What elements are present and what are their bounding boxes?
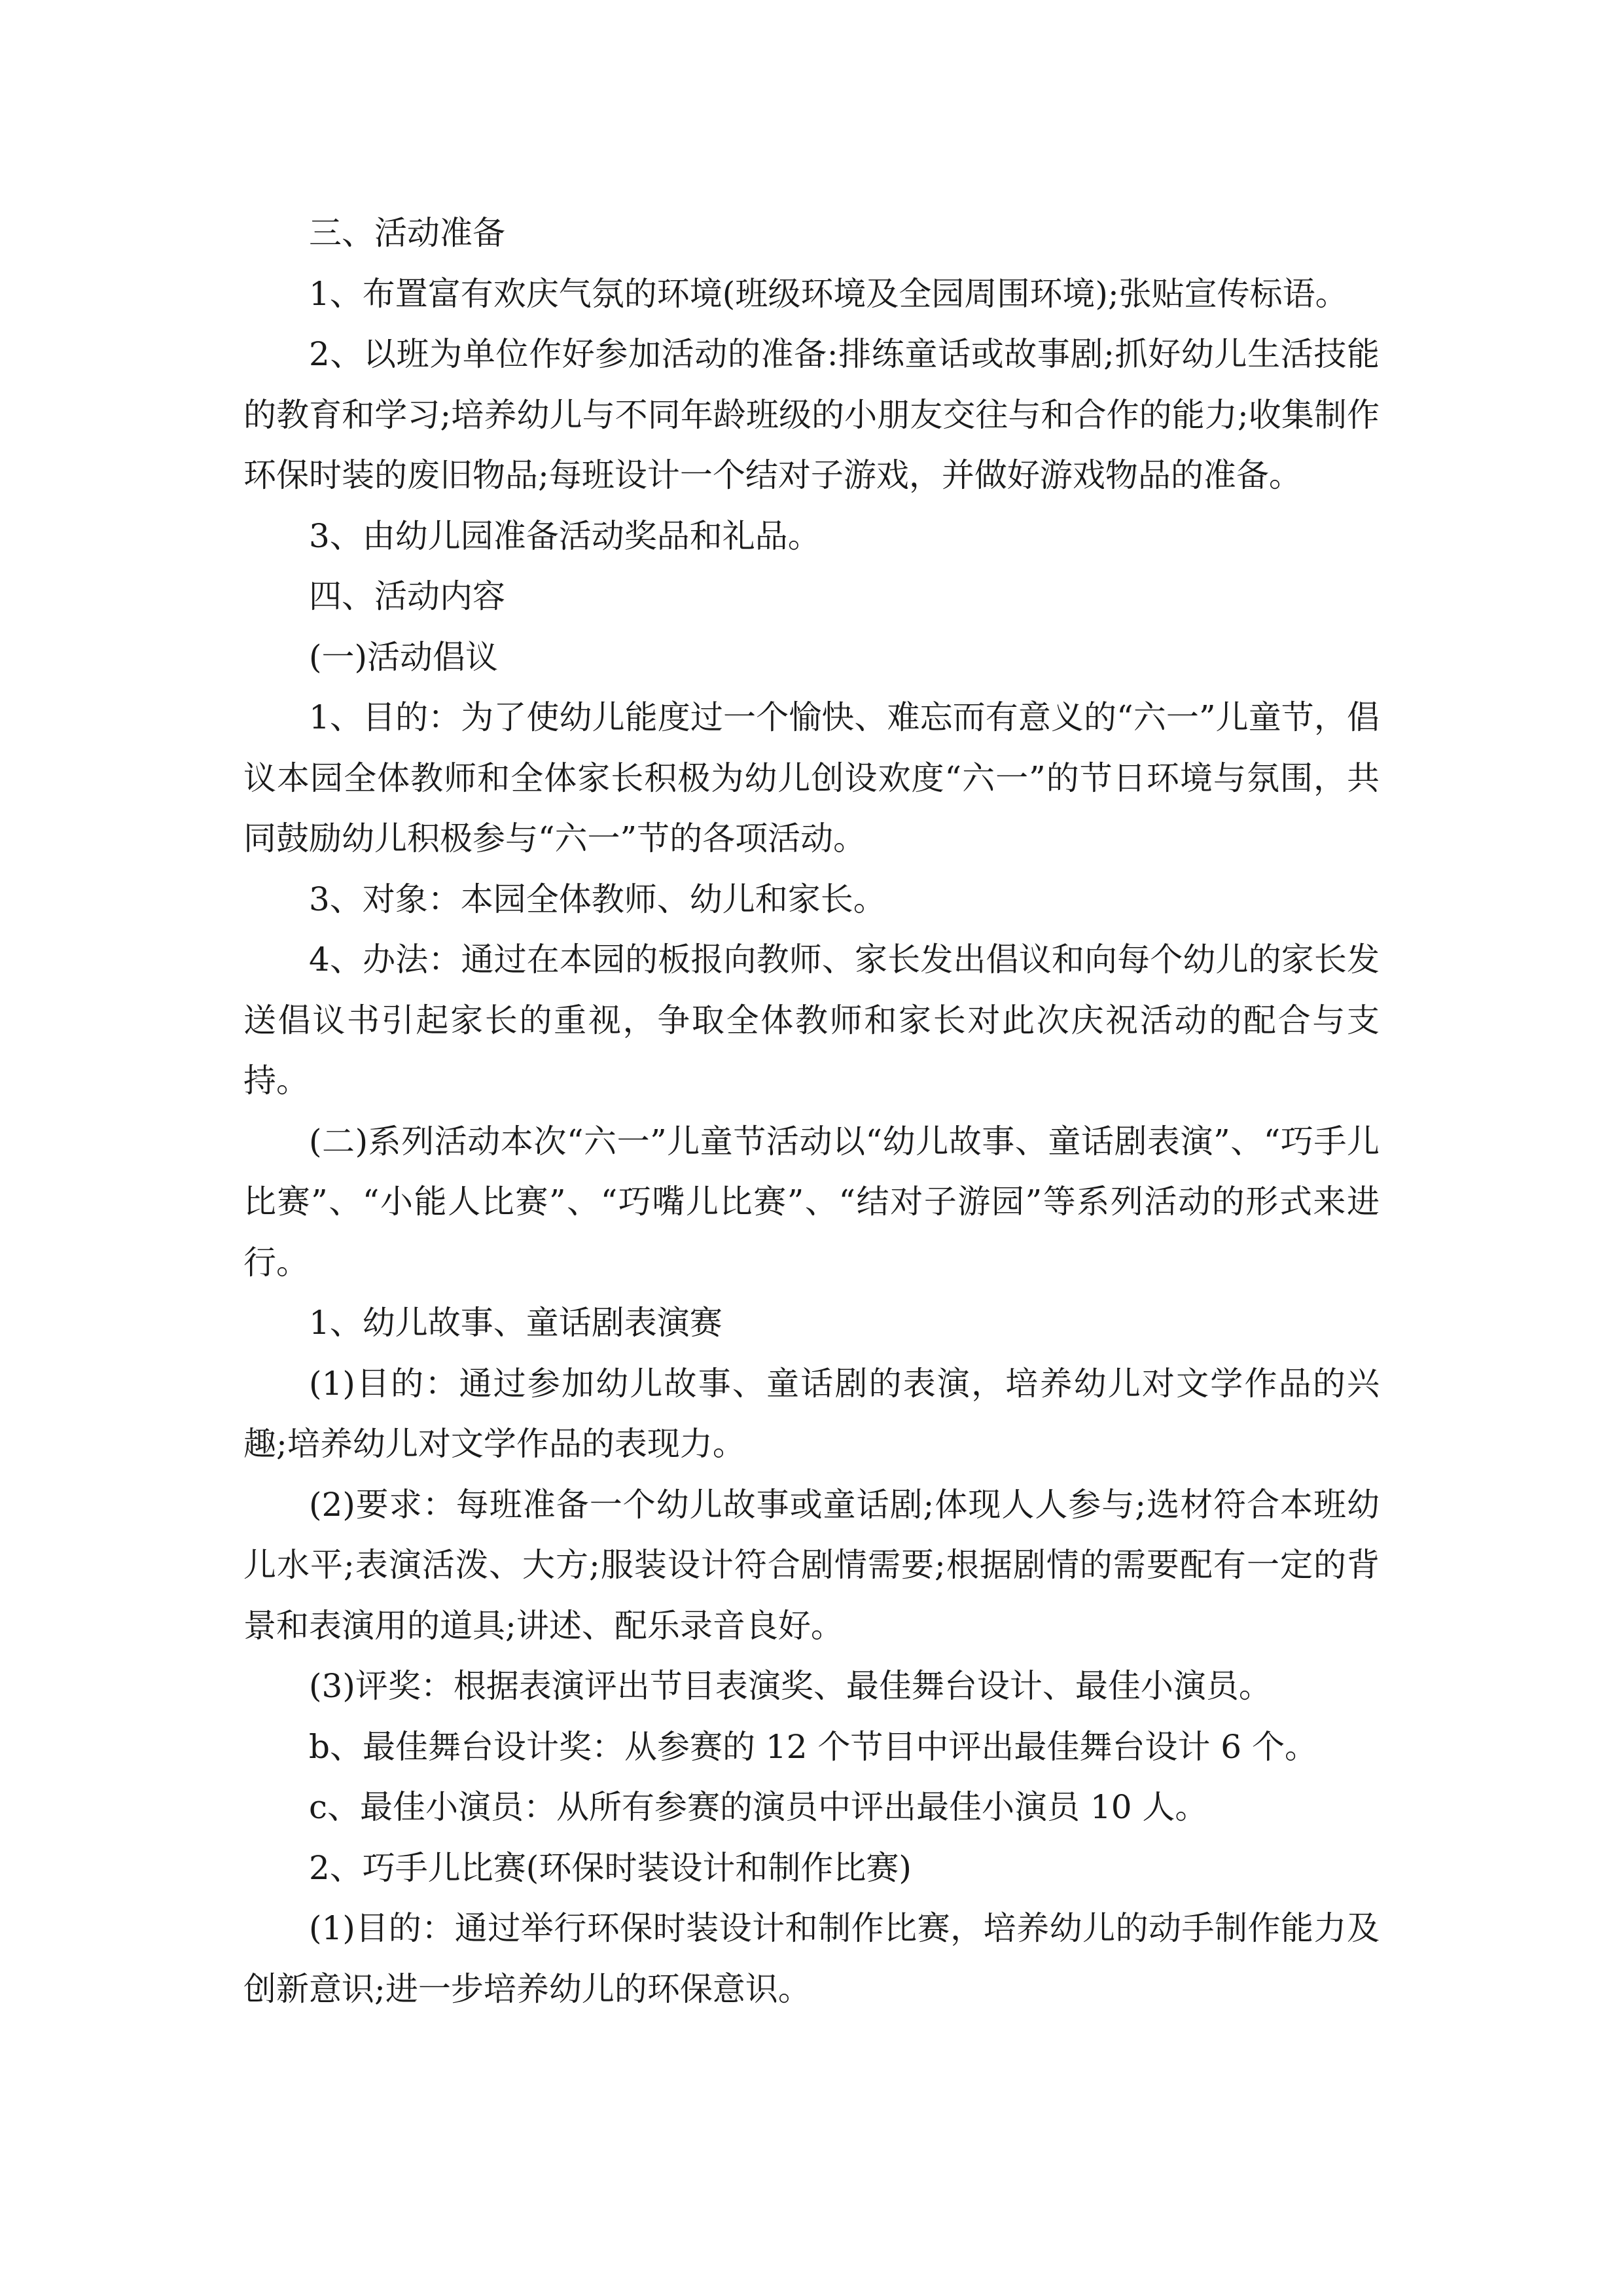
paragraph: c、最佳小演员：从所有参赛的演员中评出最佳小演员 10 人。 bbox=[309, 1788, 1208, 1826]
paragraph: (3)评奖：根据表演评出节目表演奖、最佳舞台设计、最佳小演员。 bbox=[309, 1667, 1272, 1705]
subsection-heading: 2、巧手儿比赛(环保时装设计和制作比赛) bbox=[309, 1848, 912, 1887]
subsection-heading: 1、幼儿故事、童话剧表演赛 bbox=[309, 1304, 722, 1342]
paragraph: 4、办法：通过在本园的板报向教师、家长发出倡议和向每个幼儿的家长发送倡议书引起家长的重视，争取全体教师和家长对此次庆祝活动的配合与支持。 bbox=[243, 941, 1380, 1100]
document-body bbox=[243, 203, 1380, 2019]
paragraph: (二)系列活动本次“六一”儿童节活动以“幼儿故事、童话剧表演”、“巧手儿比赛”、“小能人比赛”、“巧嘴儿比赛”、“结对子游园”等系列活动的形式来进行。 bbox=[243, 1122, 1380, 1282]
paragraph: 3、由幼儿园准备活动奖品和礼品。 bbox=[309, 516, 821, 555]
paragraph: 3、对象：本园全体教师、幼儿和家长。 bbox=[309, 880, 886, 918]
subsection-heading: (一)活动倡议 bbox=[309, 637, 499, 676]
paragraph: (2)要求：每班准备一个幼儿故事或童话剧;体现人人参与;选材符合本班幼儿水平;表演活泼、大方;服装设计符合剧情需要;根据剧情的需要配有一定的背景和表演用的道具;讲述、配乐录音良好。 bbox=[243, 1485, 1380, 1645]
paragraph: 1、布置富有欢庆气氛的环境(班级环境及全园周围环境);张贴宣传标语。 bbox=[309, 274, 1348, 313]
paragraph: 1、目的：为了使幼儿能度过一个愉快、难忘而有意义的“六一”儿童节，倡议本园全体教师和全体家长积极为幼儿创设欢度“六一”的节日环境与氛围，共同鼓励幼儿积极参与“六一”节的各项活动。 bbox=[243, 698, 1380, 857]
paragraph: 2、以班为单位作好参加活动的准备:排练童话或故事剧;抓好幼儿生活技能的教育和学习;培养幼儿与不同年龄班级的小朋友交往与和合作的能力;收集制作环保时装的废旧物品;每班设计一个结对子游戏，并做好游戏物品的准备。 bbox=[243, 335, 1380, 494]
paragraph: (1)目的：通过参加幼儿故事、童话剧的表演，培养幼儿对文学作品的兴趣;培养幼儿对文学作品的表现力。 bbox=[243, 1364, 1380, 1463]
section-heading-preparation: 三、活动准备 bbox=[309, 214, 505, 252]
paragraph: (1)目的：通过举行环保时装设计和制作比赛，培养幼儿的动手制作能力及创新意识;进一步培养幼儿的环保意识。 bbox=[243, 1909, 1380, 2008]
section-heading-content: 四、活动内容 bbox=[309, 577, 505, 615]
paragraph: b、最佳舞台设计奖：从参赛的 12 个节目中评出最佳舞台设计 6 个。 bbox=[309, 1727, 1318, 1766]
